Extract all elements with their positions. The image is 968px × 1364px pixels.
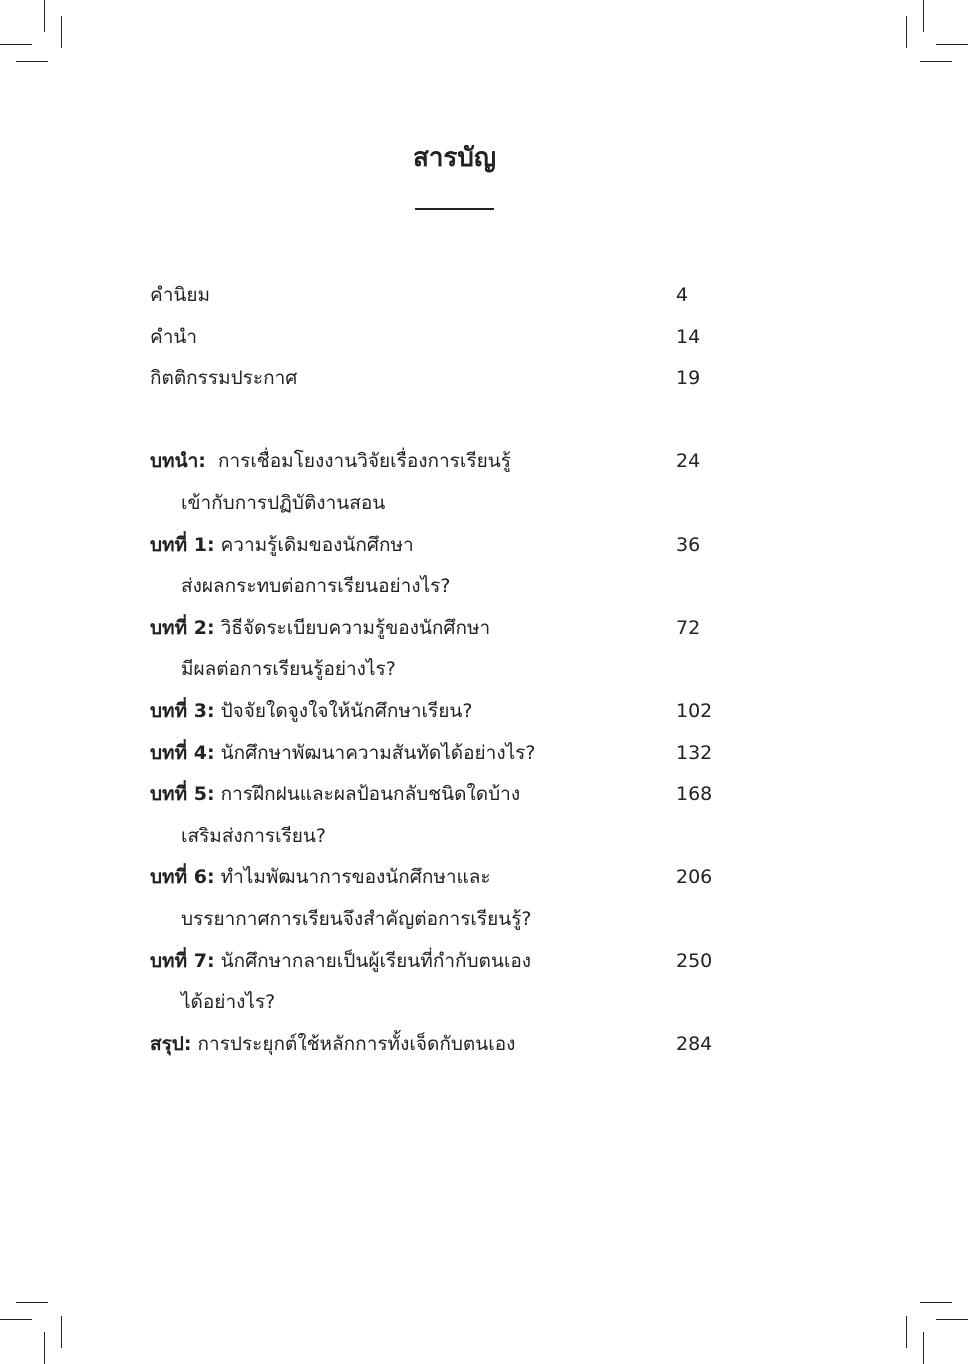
toc-chapter-entry[interactable] (150, 1024, 750, 1066)
chapter-label: บทที่ 2: (150, 616, 215, 639)
toc-page-number: 132 (676, 741, 713, 764)
chapter-title-continuation: มีผลต่อการเรียนรู้อย่างไร? (181, 658, 396, 681)
chapter-label: บทที่ 1: (150, 533, 215, 556)
chapter-label: บทที่ 5: (150, 783, 215, 806)
crop-mark-bottom-left-h (0, 1319, 32, 1320)
chapter-title-continuation: ได้อย่างไร? (181, 991, 276, 1014)
toc-page-number: 4 (676, 284, 689, 306)
toc-page-number: 72 (676, 616, 701, 639)
toc-entry[interactable] (150, 358, 750, 400)
toc-entry-text: คำนิยม (150, 284, 211, 306)
chapter-title: นักศึกษาพัฒนาความสันทัดได้อย่างไร? (220, 741, 536, 764)
chapter-title: ความรู้เดิมของนักศึกษา (220, 533, 414, 556)
crop-mark-top-right-h (936, 44, 968, 45)
crop-mark-bottom-left-v1 (44, 1332, 45, 1364)
toc-page-number: 102 (676, 699, 713, 722)
chapter-title: การฝึกฝนและผลป้อนกลับชนิดใดบ้าง (220, 783, 521, 806)
crop-mark-bottom-right-h (936, 1319, 968, 1320)
crop-mark-bottom-right-v1 (923, 1332, 924, 1364)
crop-mark-bottom-right-h2 (920, 1302, 952, 1303)
chapter-title-continuation: ส่งผลกระทบต่อการเรียนอย่างไร? (181, 575, 451, 598)
toc-chapter-entry[interactable] (150, 441, 750, 524)
chapter-label: สรุป: (150, 1032, 192, 1055)
toc-chapter-entry[interactable] (150, 608, 750, 691)
title-underline (415, 208, 494, 210)
toc-page-number: 24 (676, 450, 701, 473)
chapter-label: บทที่ 7: (150, 949, 215, 972)
crop-mark-top-right-v2 (906, 16, 907, 48)
crop-mark-top-left-v1 (44, 0, 45, 32)
toc-page-number: 14 (676, 325, 701, 348)
chapter-title-continuation: เสริมส่งการเรียน? (181, 824, 326, 847)
crop-mark-top-right-v1 (923, 0, 924, 32)
crop-mark-bottom-left-h2 (16, 1302, 48, 1303)
crop-mark-top-left-h (0, 44, 32, 45)
toc-page-number: 250 (676, 949, 713, 972)
chapter-title-continuation: เข้ากับการปฏิบัติงานสอน (181, 491, 386, 514)
page-title: สารบัญ (412, 143, 497, 173)
toc-page-number: 168 (676, 783, 713, 806)
toc-chapter-entry[interactable] (150, 525, 750, 608)
chapter-label: บทที่ 3: (150, 699, 215, 722)
toc-chapter-entry[interactable] (150, 857, 750, 940)
toc-chapter-entry[interactable] (150, 774, 750, 857)
chapter-label: บทที่ 4: (150, 741, 215, 764)
toc-chapter-entry[interactable] (150, 733, 750, 775)
toc-page-number: 206 (676, 866, 713, 889)
chapter-title: ทำไมพัฒนาการของนักศึกษาและ (220, 866, 491, 889)
chapter-title: วิธีจัดระเบียบความรู้ของนักศึกษา (220, 616, 491, 639)
crop-mark-bottom-left-v2 (61, 1316, 62, 1348)
crop-mark-top-right-h2 (920, 61, 952, 62)
toc-entry-text: กิตติกรรมประกาศ (150, 367, 298, 390)
crop-mark-top-left-h2 (16, 61, 48, 62)
toc-entry[interactable] (150, 317, 750, 359)
chapter-title: นักศึกษากลายเป็นผู้เรียนที่กำกับตนเอง (220, 949, 532, 972)
toc-page-number: 19 (676, 367, 701, 390)
toc-page-number: 284 (676, 1032, 713, 1055)
toc-page-number: 36 (676, 533, 701, 556)
crop-mark-bottom-right-v2 (906, 1316, 907, 1348)
chapter-label: บทนำ: (150, 450, 206, 473)
chapter-title: ปัจจัยใดจูงใจให้นักศึกษาเรียน? (220, 699, 473, 722)
chapter-title: การประยุกต์ใช้หลักการทั้งเจ็ดกับตนเอง (197, 1032, 516, 1055)
toc-chapter-entry[interactable] (150, 941, 750, 1024)
chapter-title-continuation: บรรยากาศการเรียนจึงสำคัญต่อการเรียนรู้? (181, 907, 532, 930)
toc-entry-text: คำนำ (150, 325, 198, 348)
section-gap (150, 400, 750, 442)
toc-chapter-entry[interactable] (150, 691, 750, 733)
crop-mark-top-left-v2 (61, 16, 62, 48)
toc-entry[interactable] (150, 275, 750, 317)
chapter-label: บทที่ 6: (150, 866, 215, 889)
chapter-title: การเชื่อมโยงงานวิจัยเรื่องการเรียนรู้ (217, 450, 511, 473)
table-of-contents (150, 275, 750, 1065)
